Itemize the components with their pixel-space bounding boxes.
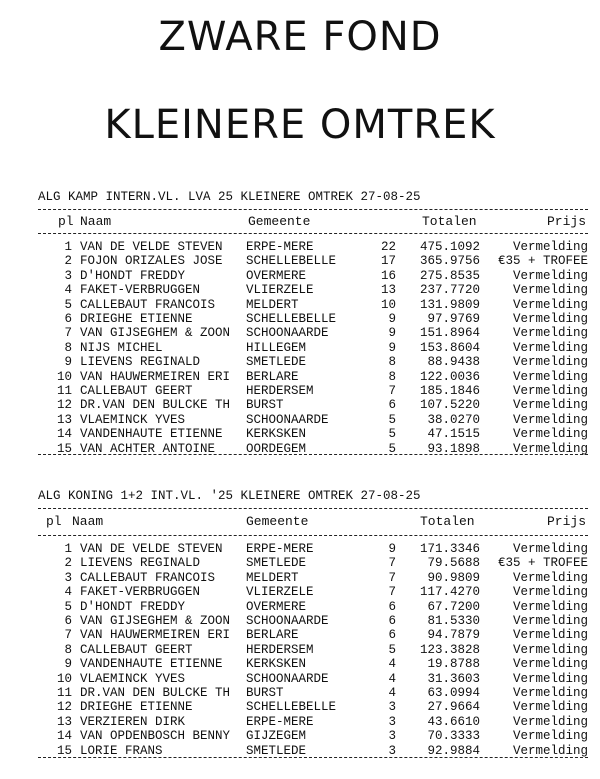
table-header xyxy=(0,214,600,230)
cell-aantal: 10 xyxy=(380,297,396,312)
cell-pl: 11 xyxy=(56,384,72,398)
cell-prijs: Vermelding xyxy=(512,268,588,283)
cell-aantal: 22 xyxy=(380,240,396,254)
cell-naam: D'HONDT FREDDY xyxy=(80,268,186,283)
cell-pl: 1 xyxy=(64,240,72,254)
cell-totaal: 475.1092 xyxy=(419,240,480,254)
table-row xyxy=(0,326,600,341)
cell-totaal: 107.5220 xyxy=(419,398,480,413)
cell-aantal: 8 xyxy=(388,369,396,384)
cell-prijs: Vermelding xyxy=(512,743,588,758)
table-row xyxy=(0,240,600,255)
cell-totaal: 365.9756 xyxy=(419,254,480,269)
header-naam: Naam xyxy=(80,214,112,229)
cell-prijs: Vermelding xyxy=(512,628,588,643)
table-row xyxy=(0,283,600,298)
cell-aantal: 9 xyxy=(388,312,396,326)
cell-totaal: 31.3603 xyxy=(427,671,480,686)
cell-totaal: 97.9769 xyxy=(427,312,480,326)
cell-gemeente: BERLARE xyxy=(246,628,299,643)
page-subtitle: KLEINERE OMTREK xyxy=(104,102,496,148)
divider xyxy=(38,233,588,234)
cell-totaal: 131.9809 xyxy=(419,297,480,312)
table-row xyxy=(0,269,600,284)
cell-gemeente: HERDERSEM xyxy=(246,384,314,398)
cell-prijs: Vermelding xyxy=(512,542,588,556)
cell-naam: VAN HAUWERMEIREN ERI xyxy=(80,369,231,384)
cell-naam: VANDENHAUTE ETIENNE xyxy=(80,427,223,442)
cell-aantal: 6 xyxy=(388,398,396,413)
cell-naam: FAKET-VERBRUGGEN xyxy=(80,585,201,600)
cell-prijs: Vermelding xyxy=(512,729,588,744)
cell-gemeente: OORDEGEM xyxy=(246,441,307,456)
header-naam: Naam xyxy=(72,514,104,529)
cell-naam: LORIE FRANS xyxy=(80,743,163,758)
cell-prijs: Vermelding xyxy=(512,585,588,600)
cell-gemeente: HILLEGEM xyxy=(246,340,307,355)
table-row xyxy=(0,571,600,586)
cell-aantal: 9 xyxy=(388,542,396,556)
cell-pl: 2 xyxy=(64,556,72,571)
cell-pl: 10 xyxy=(56,671,72,686)
table-row xyxy=(0,556,600,571)
cell-pl: 6 xyxy=(64,312,72,326)
cell-naam: DR.VAN DEN BULCKE TH xyxy=(80,686,231,700)
cell-totaal: 67.7200 xyxy=(427,599,480,614)
cell-totaal: 94.7879 xyxy=(427,628,480,643)
header-prijs: Prijs xyxy=(546,514,586,529)
cell-prijs: €35 + TROFEE xyxy=(497,556,588,571)
cell-aantal: 17 xyxy=(380,254,396,269)
header-pl: pl xyxy=(46,514,62,529)
cell-aantal: 5 xyxy=(388,441,396,456)
cell-gemeente: MELDERT xyxy=(246,297,299,312)
cell-totaal: 27.9664 xyxy=(427,700,480,715)
cell-naam: CALLEBAUT GEERT xyxy=(80,384,193,398)
cell-naam: DR.VAN DEN BULCKE TH xyxy=(80,398,231,413)
cell-prijs: Vermelding xyxy=(512,297,588,312)
cell-aantal: 5 xyxy=(388,642,396,657)
cell-pl: 13 xyxy=(56,714,72,729)
page-title: ZWARE FOND xyxy=(158,14,442,60)
cell-pl: 9 xyxy=(64,355,72,370)
cell-prijs: Vermelding xyxy=(512,240,588,254)
cell-pl: 4 xyxy=(64,585,72,600)
table-row xyxy=(0,686,600,701)
cell-gemeente: SCHOONAARDE xyxy=(246,614,329,628)
cell-naam: VAN HAUWERMEIREN ERI xyxy=(80,628,231,643)
cell-prijs: Vermelding xyxy=(512,614,588,628)
cell-pl: 14 xyxy=(56,729,72,744)
table-row xyxy=(0,585,600,600)
header-pl: pl xyxy=(58,214,74,229)
cell-totaal: 93.1898 xyxy=(427,441,480,456)
cell-totaal: 19.8788 xyxy=(427,657,480,672)
cell-pl: 12 xyxy=(56,398,72,413)
cell-aantal: 5 xyxy=(388,427,396,442)
cell-pl: 7 xyxy=(64,628,72,643)
cell-aantal: 6 xyxy=(388,614,396,628)
cell-gemeente: SCHELLEBELLE xyxy=(246,254,337,269)
cell-aantal: 7 xyxy=(388,585,396,600)
cell-gemeente: HERDERSEM xyxy=(246,642,314,657)
table-header xyxy=(0,514,600,530)
cell-naam: VAN GIJSEGHEM & ZOON xyxy=(80,614,231,628)
table-row xyxy=(0,355,600,370)
cell-naam: VAN OPDENBOSCH BENNY xyxy=(80,729,231,744)
header-gemeente: Gemeente xyxy=(248,214,311,229)
table-row xyxy=(0,729,600,744)
cell-naam: LIEVENS REGINALD xyxy=(80,355,201,370)
cell-pl: 9 xyxy=(64,657,72,672)
table-row xyxy=(0,384,600,399)
cell-aantal: 8 xyxy=(388,355,396,370)
cell-aantal: 3 xyxy=(388,700,396,715)
cell-totaal: 88.9438 xyxy=(427,355,480,370)
table-row xyxy=(0,370,600,385)
cell-totaal: 92.9884 xyxy=(427,743,480,758)
cell-gemeente: ERPE-MERE xyxy=(246,542,314,556)
cell-gemeente: ERPE-MERE xyxy=(246,714,314,729)
cell-gemeente: MELDERT xyxy=(246,570,299,585)
cell-aantal: 13 xyxy=(380,283,396,298)
cell-naam: VAN DE VELDE STEVEN xyxy=(80,240,223,254)
cell-pl: 14 xyxy=(56,427,72,442)
cell-gemeente: SCHOONAARDE xyxy=(246,326,329,341)
cell-pl: 1 xyxy=(64,542,72,556)
section-title: ALG KONING 1+2 INT.VL. '25 KLEINERE OMTREK 27-08-25 xyxy=(38,489,421,503)
cell-prijs: Vermelding xyxy=(512,427,588,442)
table-row xyxy=(0,312,600,327)
cell-totaal: 185.1846 xyxy=(419,384,480,398)
cell-prijs: Vermelding xyxy=(512,283,588,298)
table-row xyxy=(0,672,600,687)
cell-prijs: Vermelding xyxy=(512,384,588,398)
cell-totaal: 70.3333 xyxy=(427,729,480,744)
cell-totaal: 153.8604 xyxy=(419,340,480,355)
cell-aantal: 5 xyxy=(388,412,396,427)
cell-gemeente: SCHELLEBELLE xyxy=(246,312,337,326)
cell-totaal: 237.7720 xyxy=(419,283,480,298)
cell-naam: FAKET-VERBRUGGEN xyxy=(80,283,201,298)
cell-totaal: 63.0994 xyxy=(427,686,480,700)
cell-prijs: Vermelding xyxy=(512,441,588,456)
divider xyxy=(38,757,588,758)
divider xyxy=(38,535,588,536)
cell-gemeente: GIJZEGEM xyxy=(246,729,307,744)
cell-pl: 8 xyxy=(64,642,72,657)
cell-naam: VLAEMINCK YVES xyxy=(80,412,186,427)
cell-pl: 5 xyxy=(64,599,72,614)
cell-naam: VANDENHAUTE ETIENNE xyxy=(80,657,223,672)
cell-gemeente: BURST xyxy=(246,686,284,700)
cell-aantal: 3 xyxy=(388,714,396,729)
cell-pl: 4 xyxy=(64,283,72,298)
cell-pl: 15 xyxy=(56,441,72,456)
cell-naam: D'HONDT FREDDY xyxy=(80,599,186,614)
cell-prijs: Vermelding xyxy=(512,312,588,326)
cell-totaal: 122.0036 xyxy=(419,369,480,384)
cell-naam: VAN DE VELDE STEVEN xyxy=(80,542,223,556)
divider xyxy=(38,508,588,509)
cell-prijs: Vermelding xyxy=(512,686,588,700)
cell-pl: 3 xyxy=(64,268,72,283)
cell-totaal: 90.9809 xyxy=(427,570,480,585)
table-row xyxy=(0,298,600,313)
cell-pl: 6 xyxy=(64,614,72,628)
cell-totaal: 123.3828 xyxy=(419,642,480,657)
cell-naam: VAN ACHTER ANTOINE xyxy=(80,441,216,456)
table-row xyxy=(0,600,600,615)
cell-gemeente: BERLARE xyxy=(246,369,299,384)
cell-totaal: 171.3346 xyxy=(419,542,480,556)
cell-aantal: 4 xyxy=(388,671,396,686)
cell-aantal: 9 xyxy=(388,326,396,341)
table-row xyxy=(0,341,600,356)
cell-naam: FOJON ORIZALES JOSE xyxy=(80,254,223,269)
cell-totaal: 43.6610 xyxy=(427,714,480,729)
cell-naam: DRIEGHE ETIENNE xyxy=(80,312,193,326)
cell-gemeente: SMETLEDE xyxy=(246,556,307,571)
cell-prijs: Vermelding xyxy=(512,412,588,427)
table-row xyxy=(0,715,600,730)
cell-prijs: Vermelding xyxy=(512,714,588,729)
cell-prijs: Vermelding xyxy=(512,340,588,355)
cell-aantal: 7 xyxy=(388,556,396,571)
cell-prijs: €35 + TROFEE xyxy=(497,254,588,269)
cell-gemeente: KERKSKEN xyxy=(246,427,307,442)
cell-totaal: 117.4270 xyxy=(419,585,480,600)
cell-gemeente: BURST xyxy=(246,398,284,413)
cell-prijs: Vermelding xyxy=(512,570,588,585)
table-row xyxy=(0,398,600,413)
header-gemeente: Gemeente xyxy=(246,514,309,529)
cell-gemeente: KERKSKEN xyxy=(246,657,307,672)
cell-pl: 12 xyxy=(56,700,72,715)
table-row xyxy=(0,628,600,643)
cell-totaal: 275.8535 xyxy=(419,268,480,283)
cell-prijs: Vermelding xyxy=(512,657,588,672)
cell-aantal: 16 xyxy=(380,268,396,283)
cell-totaal: 151.8964 xyxy=(419,326,480,341)
cell-aantal: 6 xyxy=(388,599,396,614)
table-row xyxy=(0,614,600,629)
cell-aantal: 6 xyxy=(388,628,396,643)
cell-naam: CALLEBAUT GEERT xyxy=(80,642,193,657)
cell-pl: 15 xyxy=(56,743,72,758)
cell-aantal: 9 xyxy=(388,340,396,355)
header-totalen: Totalen xyxy=(422,214,477,229)
cell-gemeente: OVERMERE xyxy=(246,599,307,614)
cell-naam: DRIEGHE ETIENNE xyxy=(80,700,193,715)
table-row xyxy=(0,413,600,428)
section-title: ALG KAMP INTERN.VL. LVA 25 KLEINERE OMTREK 27-08-25 xyxy=(38,190,421,204)
header-totalen: Totalen xyxy=(420,514,475,529)
cell-pl: 8 xyxy=(64,340,72,355)
cell-prijs: Vermelding xyxy=(512,671,588,686)
cell-naam: VERZIEREN DIRK xyxy=(80,714,186,729)
cell-pl: 2 xyxy=(64,254,72,269)
cell-aantal: 7 xyxy=(388,384,396,398)
divider xyxy=(38,454,588,455)
cell-aantal: 7 xyxy=(388,570,396,585)
cell-naam: VAN GIJSEGHEM & ZOON xyxy=(80,326,231,341)
cell-naam: CALLEBAUT FRANCOIS xyxy=(80,297,216,312)
cell-gemeente: ERPE-MERE xyxy=(246,240,314,254)
cell-naam: CALLEBAUT FRANCOIS xyxy=(80,570,216,585)
cell-totaal: 38.0270 xyxy=(427,412,480,427)
cell-aantal: 3 xyxy=(388,729,396,744)
cell-aantal: 4 xyxy=(388,657,396,672)
cell-gemeente: SCHOONAARDE xyxy=(246,412,329,427)
cell-totaal: 81.5330 xyxy=(427,614,480,628)
divider xyxy=(38,209,588,210)
cell-gemeente: VLIERZELE xyxy=(246,585,314,600)
cell-prijs: Vermelding xyxy=(512,355,588,370)
table-row xyxy=(0,657,600,672)
cell-pl: 10 xyxy=(56,369,72,384)
table-row xyxy=(0,542,600,557)
header-prijs: Prijs xyxy=(546,214,586,229)
cell-prijs: Vermelding xyxy=(512,398,588,413)
cell-prijs: Vermelding xyxy=(512,326,588,341)
cell-gemeente: SCHOONAARDE xyxy=(246,671,329,686)
cell-prijs: Vermelding xyxy=(512,642,588,657)
cell-aantal: 3 xyxy=(388,743,396,758)
cell-naam: VLAEMINCK YVES xyxy=(80,671,186,686)
table-row xyxy=(0,254,600,269)
cell-gemeente: SCHELLEBELLE xyxy=(246,700,337,715)
table-row xyxy=(0,643,600,658)
cell-pl: 13 xyxy=(56,412,72,427)
cell-aantal: 4 xyxy=(388,686,396,700)
cell-prijs: Vermelding xyxy=(512,369,588,384)
cell-pl: 5 xyxy=(64,297,72,312)
table-row xyxy=(0,700,600,715)
cell-gemeente: VLIERZELE xyxy=(246,283,314,298)
cell-pl: 11 xyxy=(56,686,72,700)
cell-totaal: 47.1515 xyxy=(427,427,480,442)
cell-naam: LIEVENS REGINALD xyxy=(80,556,201,571)
cell-pl: 7 xyxy=(64,326,72,341)
cell-gemeente: SMETLEDE xyxy=(246,743,307,758)
table-row xyxy=(0,427,600,442)
cell-totaal: 79.5688 xyxy=(427,556,480,571)
cell-naam: NIJS MICHEL xyxy=(80,340,163,355)
cell-gemeente: SMETLEDE xyxy=(246,355,307,370)
cell-pl: 3 xyxy=(64,570,72,585)
cell-prijs: Vermelding xyxy=(512,599,588,614)
cell-gemeente: OVERMERE xyxy=(246,268,307,283)
cell-prijs: Vermelding xyxy=(512,700,588,715)
